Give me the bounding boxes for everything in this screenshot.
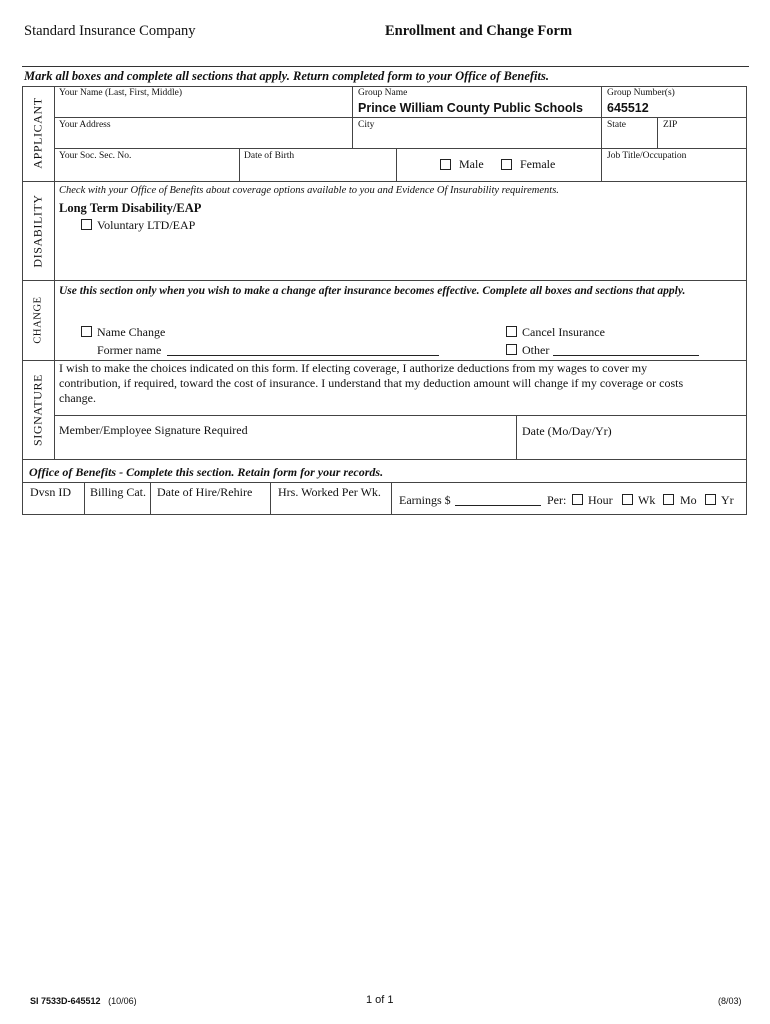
voluntary-ltd-label: Voluntary LTD/EAP (97, 218, 196, 232)
address-label: Your Address (59, 120, 111, 130)
zip-input[interactable] (660, 132, 744, 147)
section-label-signature: SIGNATURE (30, 373, 45, 447)
cancel-insurance-checkbox[interactable] (506, 326, 517, 337)
section-label-disability: DISABILITY (30, 194, 45, 268)
applicant-bottom-line (22, 181, 747, 182)
office-col-divider-2 (150, 482, 151, 515)
earnings-label: Earnings $ (399, 493, 451, 507)
date-label: Date (Mo/Day/Yr) (522, 424, 612, 438)
authorization-statement (59, 361, 683, 406)
applicant-col-divider-5 (396, 148, 397, 181)
group-number-label: Group Number(s) (607, 88, 675, 98)
earnings-input[interactable] (455, 505, 541, 506)
authorization-line-1: I wish to make the choices indicated on this form. If electing coverage, I authorize deductions from my wages to cover my (59, 361, 648, 375)
form-title: Enrollment and Change Form (385, 23, 573, 39)
per-week-label: Wk (638, 493, 656, 507)
disability-note: Check with your Office of Benefits about coverage options available to you and Evidence Of Insurability requirements. (59, 185, 559, 196)
ssn-input[interactable] (56, 163, 236, 179)
zip-label: ZIP (663, 120, 678, 130)
applicant-col-divider-1 (352, 86, 353, 148)
name-change-checkbox[interactable] (81, 326, 92, 337)
per-year-checkbox[interactable] (705, 494, 716, 505)
office-col-divider-1 (84, 482, 85, 515)
applicant-row1-line (54, 117, 747, 118)
authorization-line-2: contribution, if required, toward the cost of insurance. I understand that my deduction amount will change if my coverage or costs (59, 376, 684, 390)
applicant-col-divider-2 (601, 86, 602, 181)
city-input[interactable] (356, 132, 598, 147)
name-change-label: Name Change (97, 325, 166, 339)
male-checkbox[interactable] (440, 159, 451, 170)
applicant-col-divider-4 (239, 148, 240, 181)
office-note: Office of Benefits - Complete this section. Retain form for your records. (29, 465, 384, 479)
other-checkbox[interactable] (506, 344, 517, 355)
per-label: Per: (547, 493, 567, 507)
form-code-number: SI 7533D-645512 (30, 996, 101, 1006)
per-year-label: Yr (721, 493, 734, 507)
form-code-date: (10/06) (108, 996, 137, 1006)
voluntary-ltd-checkbox[interactable] (81, 219, 92, 230)
address-input[interactable] (56, 132, 348, 147)
signature-label: Member/Employee Signature Required (59, 423, 248, 437)
other-input[interactable] (553, 355, 699, 356)
signature-bottom-line (22, 459, 747, 460)
group-number-value: 645512 (607, 101, 649, 115)
signature-row-line (54, 415, 747, 416)
city-label: City (358, 120, 375, 130)
dob-input[interactable] (242, 163, 392, 179)
section-label-applicant: APPLICANT (30, 97, 45, 169)
office-row-line (22, 482, 747, 483)
group-name-value: Prince William County Public Schools (358, 101, 583, 115)
office-col-divider-4 (391, 482, 392, 515)
cancel-insurance-label: Cancel Insurance (522, 325, 605, 339)
date-of-hire-label: Date of Hire/Rehire (157, 485, 253, 499)
female-checkbox[interactable] (501, 159, 512, 170)
page-number: 1 of 1 (366, 994, 394, 1006)
male-label: Male (459, 157, 484, 171)
section-label-divider (54, 86, 55, 459)
form-instruction: Mark all boxes and complete all sections that apply. Return completed form to your Office of Benefits. (24, 69, 549, 83)
job-input[interactable] (604, 163, 744, 179)
header-divider (22, 66, 749, 67)
revision-date: (8/03) (718, 996, 742, 1006)
per-month-label: Mo (680, 493, 697, 507)
office-col-divider-3 (270, 482, 271, 515)
female-label: Female (520, 157, 556, 171)
name-input[interactable] (56, 101, 348, 116)
other-label: Other (522, 343, 550, 357)
job-label: Job Title/Occupation (607, 151, 687, 161)
ltd-heading: Long Term Disability/EAP (59, 201, 202, 215)
form-code (30, 996, 137, 1006)
per-hour-checkbox[interactable] (572, 494, 583, 505)
applicant-row2-line (54, 148, 747, 149)
date-input[interactable] (519, 437, 744, 457)
former-name-label: Former name (97, 343, 162, 357)
ssn-label: Your Soc. Sec. No. (59, 151, 132, 161)
section-label-change: CHANGE (32, 296, 44, 344)
per-hour-label: Hour (588, 493, 613, 507)
name-label: Your Name (Last, First, Middle) (59, 88, 183, 98)
former-name-input[interactable] (167, 355, 439, 356)
company-name: Standard Insurance Company (24, 23, 196, 39)
applicant-col-divider-3 (657, 117, 658, 148)
dob-label: Date of Birth (244, 151, 295, 161)
billing-cat-label: Billing Cat. (90, 485, 147, 499)
signature-date-divider (516, 415, 517, 459)
state-label: State (607, 120, 626, 130)
per-week-checkbox[interactable] (622, 494, 633, 505)
authorization-line-3: change. (59, 391, 96, 405)
signature-input[interactable] (56, 437, 512, 457)
hrs-worked-label: Hrs. Worked Per Wk. (278, 485, 381, 499)
dvsn-id-label: Dvsn ID (30, 485, 71, 499)
change-note: Use this section only when you wish to make a change after insurance becomes effective. Complete all boxes and sections that apply. (59, 285, 686, 297)
per-month-checkbox[interactable] (663, 494, 674, 505)
disability-bottom-line (22, 280, 747, 281)
group-name-label: Group Name (358, 88, 408, 98)
state-input[interactable] (604, 132, 654, 147)
